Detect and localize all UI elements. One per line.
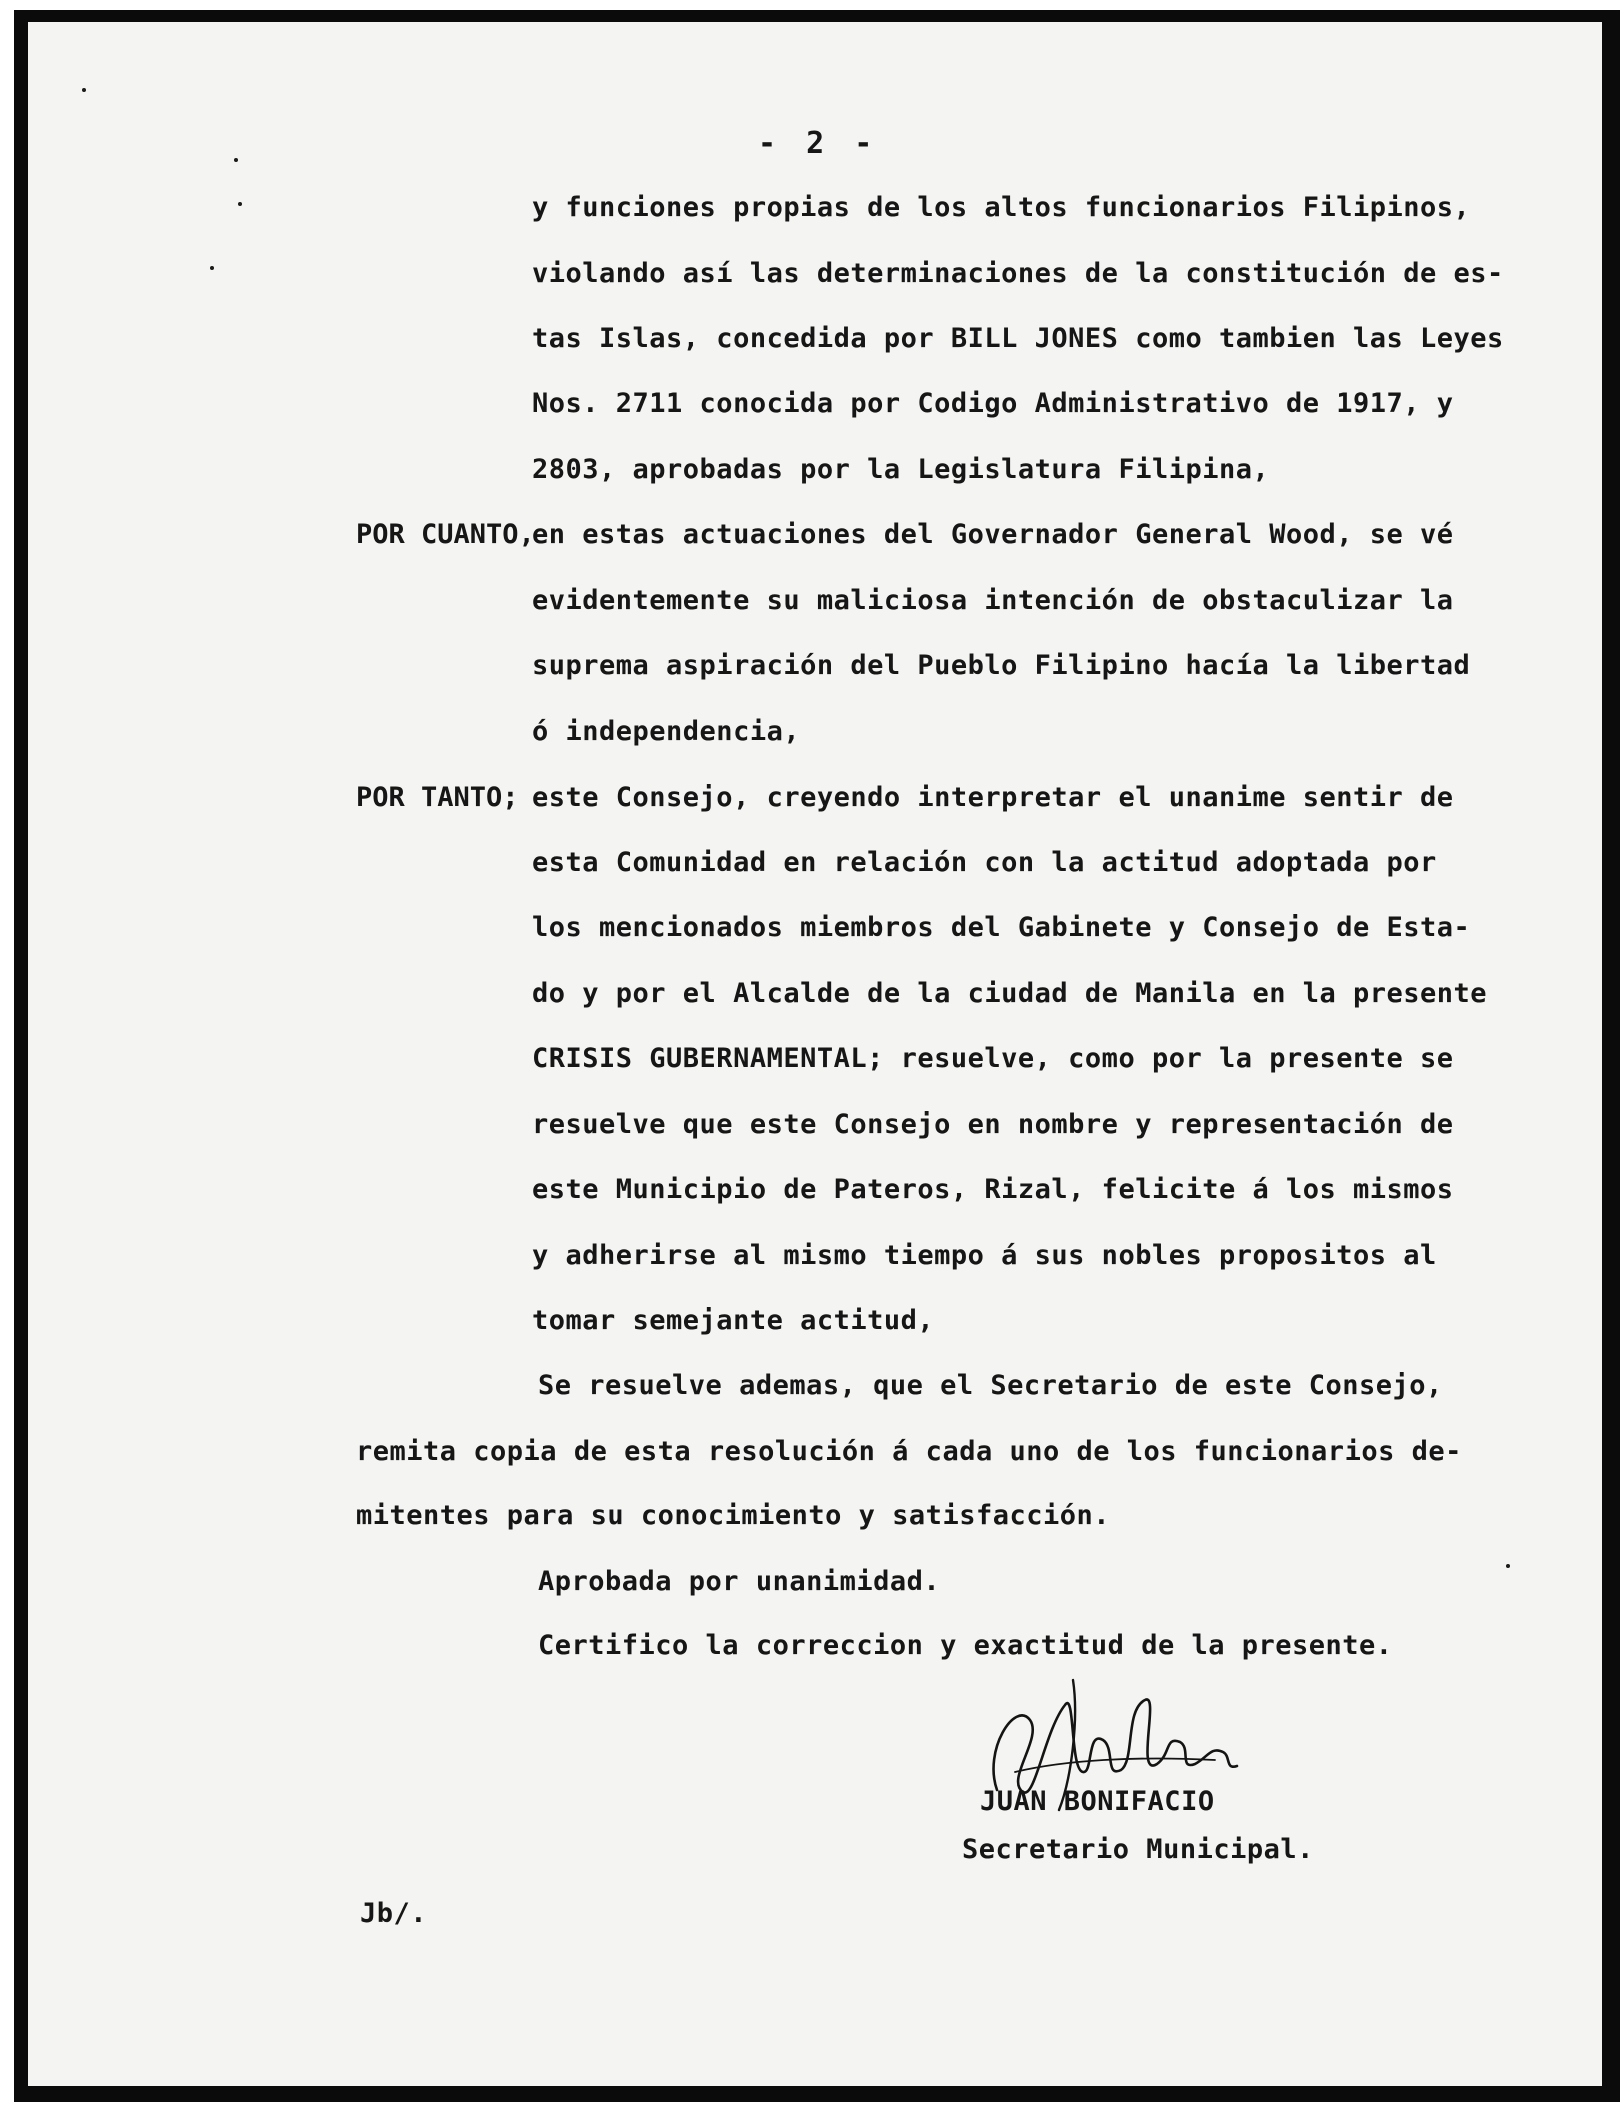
resolution-line: mitentes para su conocimiento y satisfacción. [356,1500,1110,1531]
por-tanto-label: POR TANTO; [356,782,519,813]
por-cuanto-line: evidentemente su maliciosa intención de obstaculizar la [532,585,1454,616]
scan-speck [82,88,86,92]
signatory-title: Secretario Municipal. [962,1834,1314,1865]
por-tanto-line: do y por el Alcalde de la ciudad de Manila en la presente [532,978,1488,1009]
resolution-line: Se resuelve ademas, que el Secretario de este Consejo, [538,1370,1443,1401]
body-line: violando así las determinaciones de la constitución de es- [532,258,1504,289]
por-cuanto-line: ó independencia, [532,716,801,747]
por-cuanto-line: en estas actuaciones del Governador General Wood, se vé [532,519,1454,550]
por-tanto-line: y adherirse al mismo tiempo á sus nobles propositos al [532,1240,1437,1271]
body-line: tas Islas, concedida por BILL JONES como tambien las Leyes [532,323,1504,354]
scan-speck [238,202,242,206]
scan-speck [1506,1564,1510,1568]
signatory-name: JUAN BONIFACIO [980,1786,1215,1817]
por-tanto-line: resuelve que este Consejo en nombre y representación de [532,1109,1454,1140]
certification-line: Certifico la correccion y exactitud de la presente. [538,1630,1393,1661]
por-tanto-line: este Municipio de Pateros, Rizal, felicite á los mismos [532,1174,1454,1205]
por-tanto-line: los mencionados miembros del Gabinete y Consejo de Esta- [532,912,1471,943]
approval-line: Aprobada por unanimidad. [538,1566,941,1597]
body-line: 2803, aprobadas por la Legislatura Filipina, [532,454,1270,485]
por-tanto-line: este Consejo, creyendo interpretar el unanime sentir de [532,782,1454,813]
scan-speck [234,158,238,162]
por-tanto-line: CRISIS GUBERNAMENTAL; resuelve, como por la presente se [532,1043,1454,1074]
por-tanto-line: tomar semejante actitud, [532,1305,935,1336]
por-tanto-line: esta Comunidad en relación con la actitud adoptada por [532,847,1437,878]
scan-speck [210,266,214,270]
typist-initials: Jb/. [360,1898,428,1929]
resolution-line: remita copia de esta resolución á cada uno de los funcionarios de- [356,1436,1462,1467]
por-cuanto-line: suprema aspiración del Pueblo Filipino hacía la libertad [532,650,1471,681]
por-cuanto-label: POR CUANTO, [356,519,535,550]
page-number: - 2 - [758,126,879,161]
body-line: Nos. 2711 conocida por Codigo Administrativo de 1917, y [532,388,1454,419]
body-line: y funciones propias de los altos funcionarios Filipinos, [532,192,1471,223]
